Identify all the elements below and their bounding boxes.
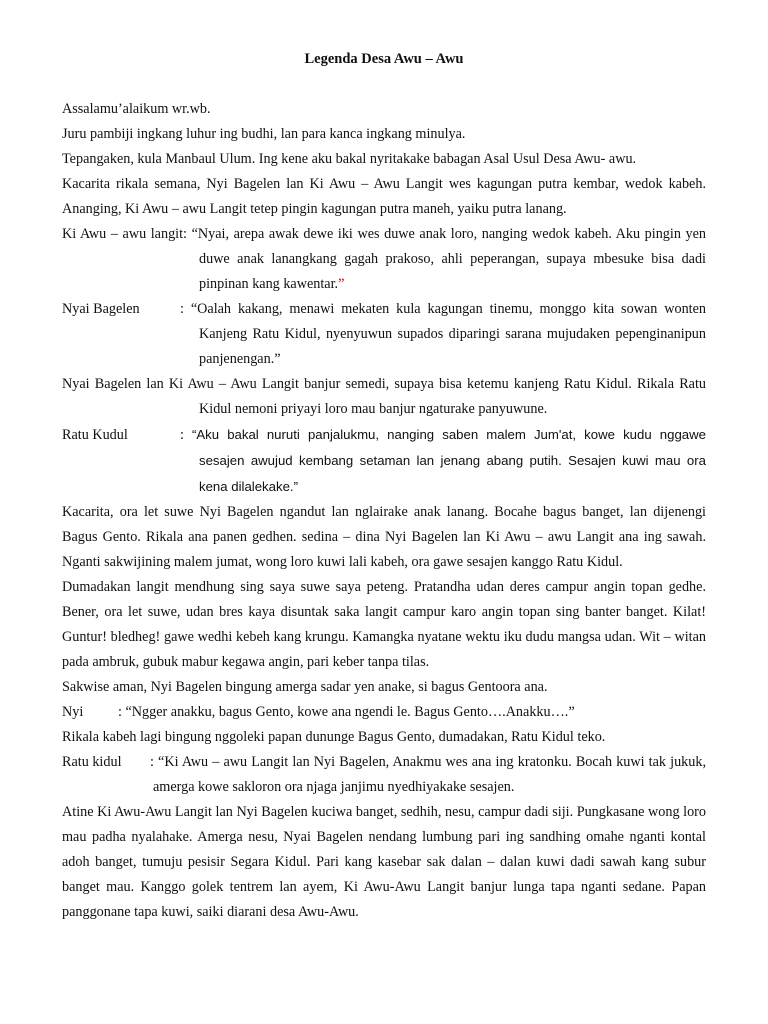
paragraph-ratu-kidul-arrives: Rikala kabeh lagi bingung nggoleki papan dununge Bagus Gento, dumadakan, Ratu Kidul teko.	[62, 729, 606, 745]
dialogue-text: Ki Awu – awu langit: “Nyai, arepa awak dewe iki wes duwe anak loro, nanging wedok kabeh. Aku pingin yen duwe anak lanangkang gagah prakoso, ahli peperangan, supaya mbesuke bisa dadi pinpinan kang kawentar.	[62, 226, 706, 292]
dialogue-text: “Aku bakal nuruti panjalukmu, nanging saben malem Jum'at, kowe kudu nggawe sesajen awujud kembang setaman lan jenang abang putih. Sesajen kuwi mau ora kena dilalekake.”	[191, 427, 706, 494]
speaker-label: Nyi	[62, 704, 84, 720]
paragraph-aftermath: Sakwise aman, Nyi Bagelen bingung amerga sadar yen anake, si bagus Gentoora ana.	[62, 679, 548, 695]
dialogue-ratu-kidul	[62, 750, 706, 800]
paragraph-introduction: Tepangaken, kula Manbaul Ulum. Ing kene aku bakal nyritakake babagan Asal Usul Desa Awu- awu.	[62, 151, 637, 167]
paragraph-greeting: Assalamu’alaikum wr.wb.	[62, 101, 211, 117]
dialogue-text: : “Oalah kakang, menawi mekaten kula kagungan tinemu, monggo kita sowan wonten Kanjeng Ratu Kidul, nyenyuwun supados diparingi sarana mujudaken pepenginanipun panjenengan.”	[180, 301, 706, 367]
paragraph-bagus-gento-birth: Kacarita, ora let suwe Nyi Bagelen ngandut lan nglairake anak lanang. Bocahe bagus banget, lan dijenengi Bagus Gento. Rikala ana panen gedhen. sedina – dina Nyi Bagelen lan Ki Awu – awu Langit ana ing sawah. Nganti sakwijining malem jumat, wong loro kuwi lali kabeh, ora gawe sesajen kanggo Ratu Kidul.	[62, 504, 706, 570]
dialogue-colon: :	[180, 427, 192, 443]
dialogue-text: : “Ngger anakku, bagus Gento, kowe ana ngendi le. Bagus Gento….Anakku….”	[118, 704, 575, 720]
speaker-label: Nyai Bagelen	[62, 301, 140, 317]
dialogue-ratu-kudul	[62, 422, 706, 500]
dialogue-ki-awu-awu-langit	[62, 222, 706, 297]
speaker-label: Ratu Kudul	[62, 427, 128, 443]
dialogue-text: : “Ki Awu – awu Langit lan Nyi Bagelen, Anakmu wes ana ing kratonku. Bocah kuwi tak jukuk, amerga kowe sakloron ora njaga janjimu nyedhiyakake sesajen.	[150, 754, 706, 795]
paragraph-story-opening: Kacarita rikala semana, Nyi Bagelen lan Ki Awu – Awu Langit wes kagungan putra kembar, wedok kabeh. Ananging, Ki Awu – awu Langit tetep pingin kagungan putra maneh, yaiku putra lanang.	[62, 176, 706, 217]
paragraph-storm: Dumadakan langit mendhung sing saya suwe saya peteng. Pratandha udan deres campur angin topan gedhe. Bener, ora let suwe, udan bres kaya disuntak saka langit campur karo angin topan sing banter banget. Kilat! Guntur! bledheg! gawe wedhi kebeh kang krungu. Kamangka nyatane wektu iku dudu mangsa udan. Wit – witan pada ambruk, gubuk mabur kegawa angin, pari keber tanpa tilas.	[62, 579, 706, 670]
paragraph-semedi: Nyai Bagelen lan Ki Awu – Awu Langit banjur semedi, supaya bisa ketemu kanjeng Ratu Kidul. Rikala Ratu Kidul nemoni priyayi loro mau banjur ngaturake panyuwune.	[62, 376, 706, 417]
paragraph-ending: Atine Ki Awu-Awu Langit lan Nyi Bagelen kuciwa banget, sedhih, nesu, campur dadi siji. Pungkasane wong loro mau padha nyalahake. Amerga nesu, Nyai Bagelen nendang lumbung pari ing sandhing omahe nganti kontal adoh banget, tumuju pesisir Segara Kidul. Pari kang kasebar sak dalan – dalan kuwi dadi sawah kang subur banget mau. Kanggo golek tentrem lan ayem, Ki Awu-Awu Langit banjur lunga tapa nganti sedane. Papan panggonane tapa kuwi, saiki diarani desa Awu-Awu.	[62, 804, 706, 920]
dialogue-nyi	[62, 700, 706, 725]
speaker-label: Ratu kidul	[62, 754, 122, 770]
dialogue-nyai-bagelen	[62, 297, 706, 372]
document-title: Legenda Desa Awu – Awu	[304, 51, 464, 67]
document-body	[62, 97, 706, 925]
paragraph-address: Juru pambiji ingkang luhur ing budhi, lan para kanca ingkang minulya.	[62, 126, 466, 142]
closing-quote-mark: ”	[338, 276, 345, 292]
